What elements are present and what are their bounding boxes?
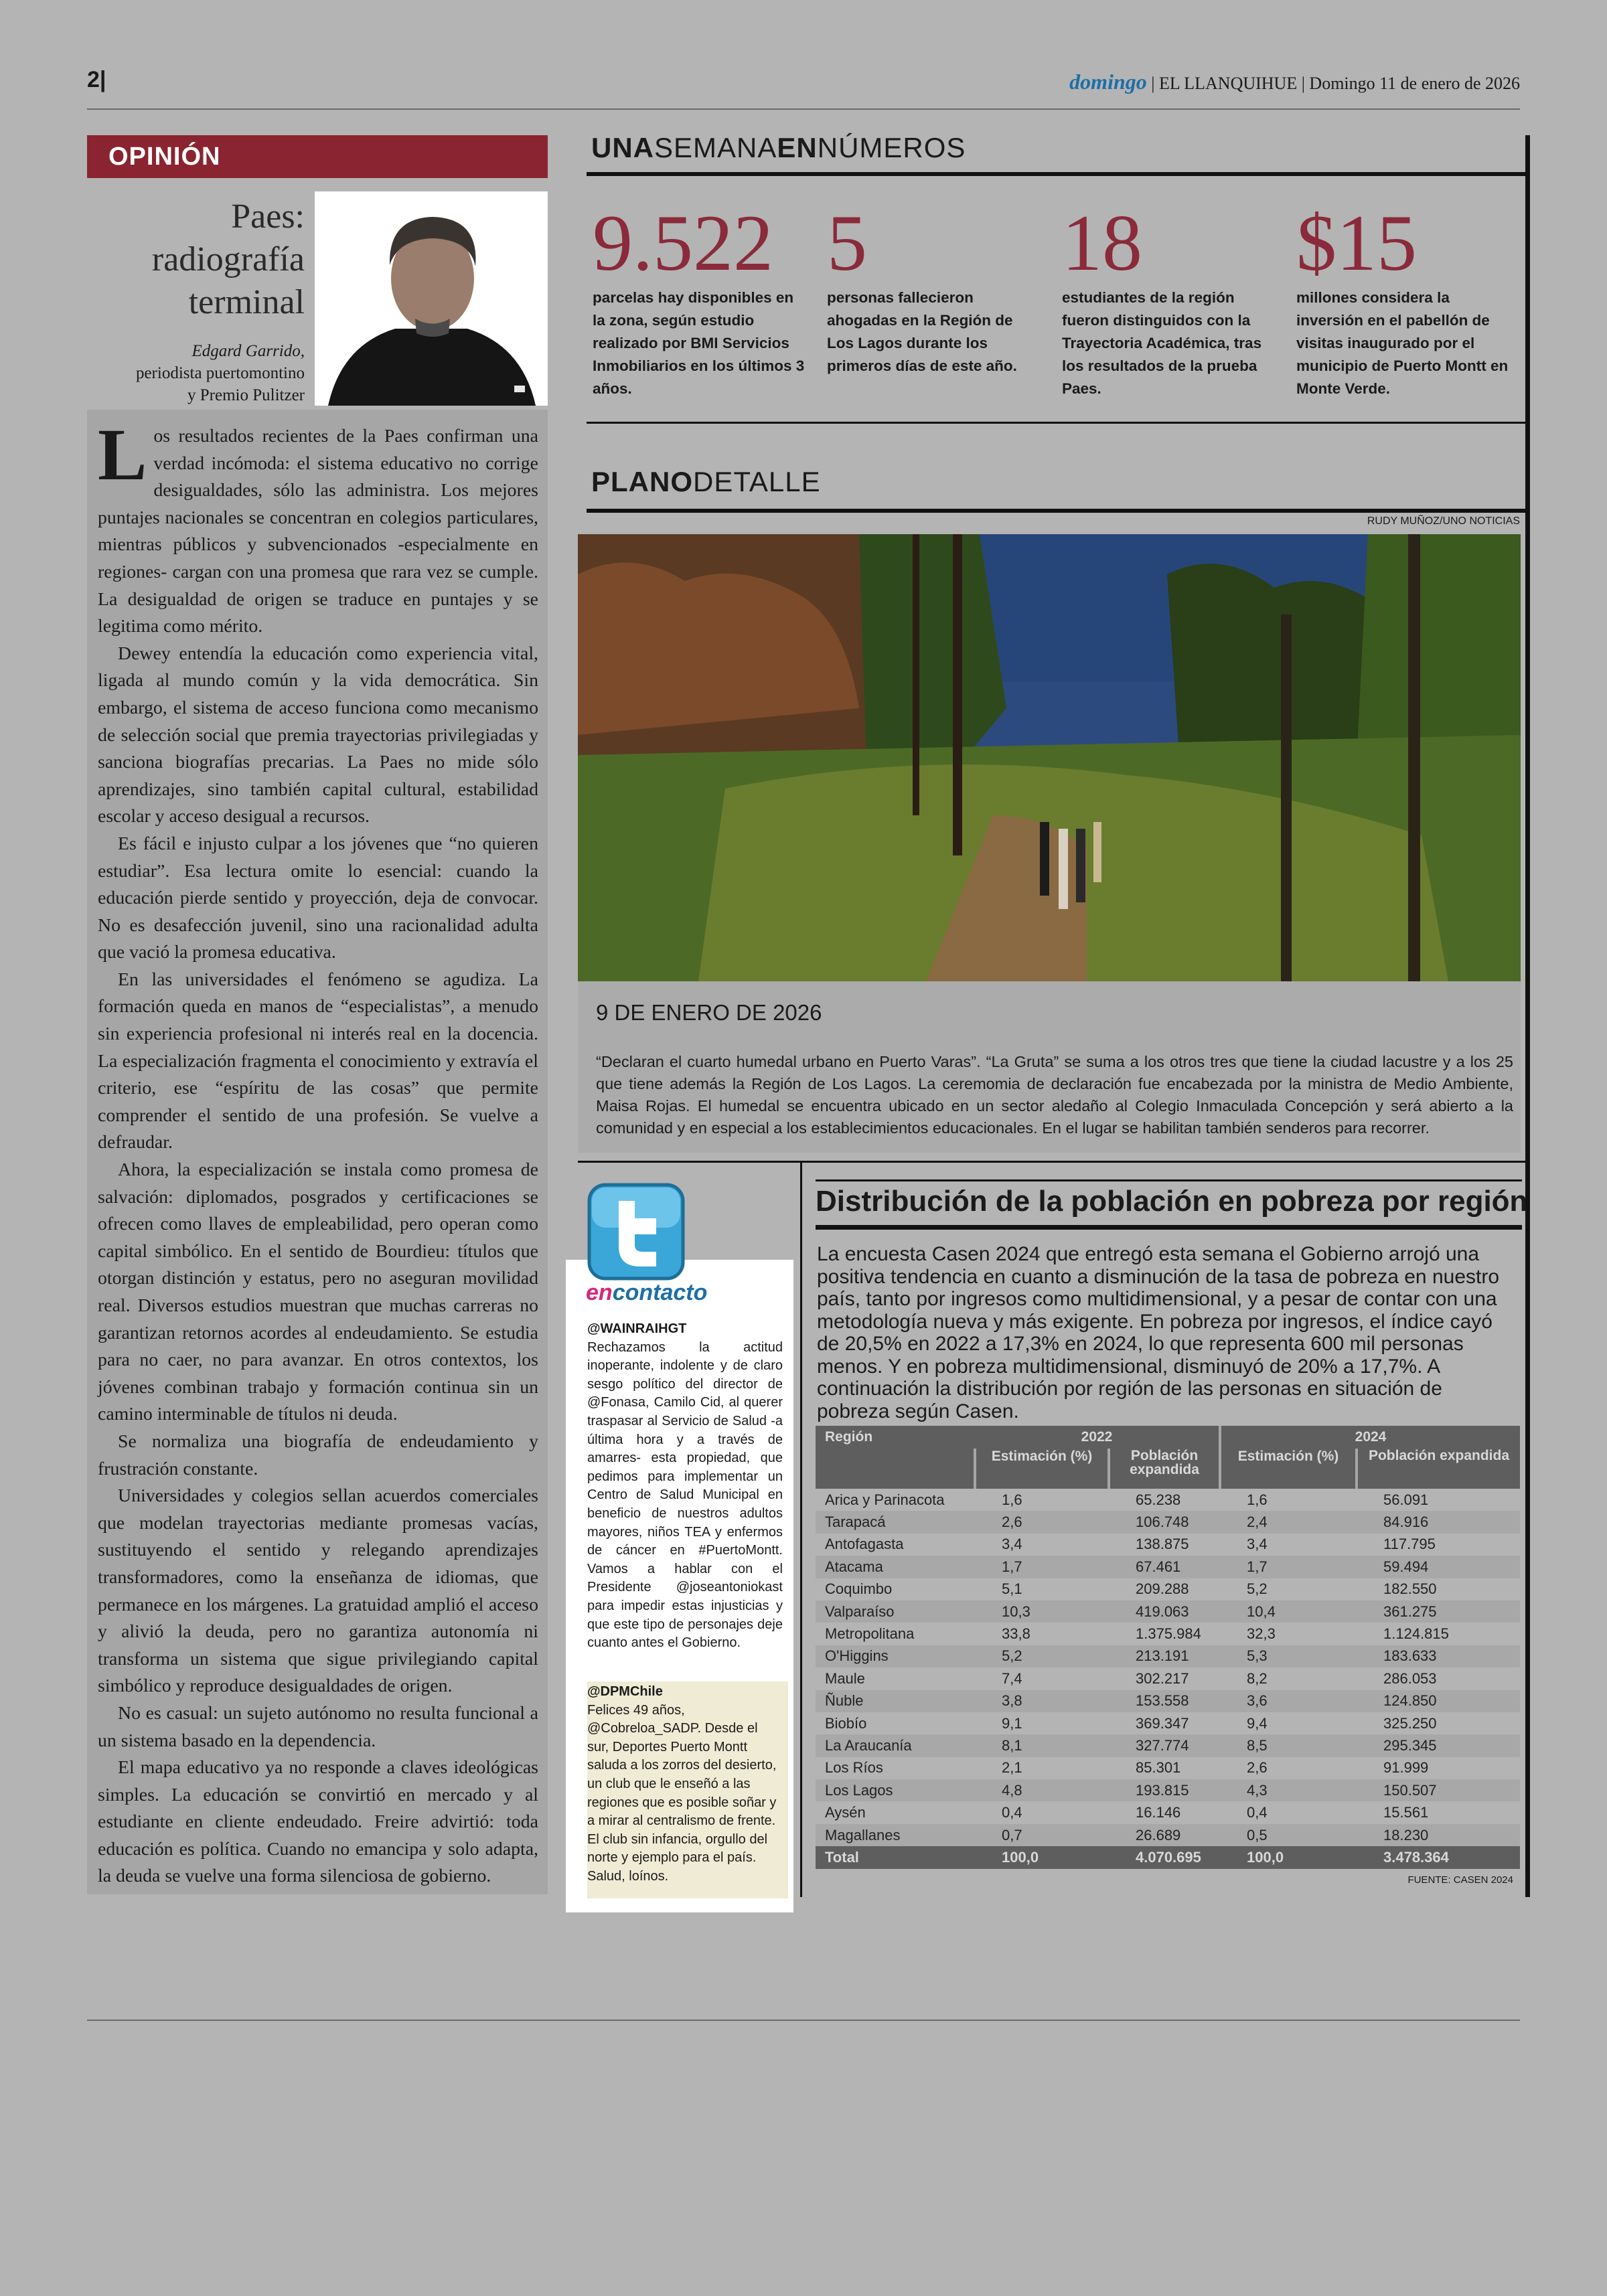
value-cell: 9,1 — [1002, 1714, 1022, 1732]
page-number: 2| — [87, 67, 106, 92]
week-numbers-title: UNASEMANAENNÚMEROS — [591, 132, 966, 163]
opinion-article-body — [87, 410, 548, 1894]
value-cell: 8,1 — [975, 1734, 1109, 1756]
value-cell: 65.238 — [1136, 1491, 1181, 1508]
stat-text: estudiantes de la región fueron distinguidos con la Trayectoria Académica, tras los resultados de la prueba Paes. — [1062, 289, 1262, 397]
value-cell: 325.250 — [1383, 1714, 1437, 1732]
table-source: FUENTE: CASEN 2024 — [1407, 1874, 1513, 1886]
tweet — [587, 1320, 783, 1653]
value-cell: 209.288 — [1136, 1580, 1189, 1598]
wetland-photo — [578, 534, 1521, 981]
article-paragraph: Se normaliza una biografía de endeudamiento y frustración constante. — [98, 1430, 538, 1479]
table-row — [816, 1489, 1520, 1511]
value-cell: 84.916 — [1357, 1511, 1520, 1533]
value-cell: 15.561 — [1383, 1804, 1429, 1821]
opinion-byline — [87, 340, 305, 406]
value-cell: 213.191 — [1109, 1645, 1220, 1667]
value-cell: 3,8 — [975, 1690, 1109, 1712]
value-cell: 2,6 — [975, 1511, 1109, 1533]
value-cell: 124.850 — [1357, 1690, 1520, 1712]
value-cell: 1.375.984 — [1136, 1625, 1201, 1643]
region-cell: Los Ríos — [825, 1759, 883, 1777]
value-cell: 9,4 — [1247, 1714, 1268, 1732]
value-cell: 419.063 — [1109, 1601, 1220, 1623]
value-cell: 85.301 — [1136, 1759, 1181, 1777]
table-row — [816, 1734, 1520, 1756]
region-cell: Valparaíso — [816, 1601, 975, 1623]
value-cell: 10,4 — [1220, 1601, 1357, 1623]
top-divider — [87, 108, 1520, 110]
header-region: Región — [816, 1426, 975, 1449]
author-desc: periodista puertomontino — [135, 364, 305, 382]
table-row — [816, 1824, 1520, 1846]
stat-value: 18 — [1062, 198, 1142, 287]
value-cell: 182.550 — [1383, 1580, 1437, 1598]
poverty-title: Distribución de la población en pobreza por región — [816, 1185, 1528, 1218]
value-cell: 302.217 — [1136, 1669, 1189, 1687]
value-cell: 117.795 — [1383, 1536, 1436, 1553]
header-2024: 2024 — [1220, 1426, 1520, 1449]
value-cell: 5,2 — [975, 1645, 1109, 1667]
value-cell: 32,3 — [1247, 1625, 1276, 1643]
publication-date: | EL LLANQUIHUE | Domingo 11 de enero de 2026 — [1151, 74, 1520, 93]
region-cell: Biobío — [825, 1714, 867, 1732]
header-poblacion: Población expandida — [1357, 1449, 1520, 1489]
photo-credit: RUDY MUÑOZ/UNO NOTICIAS — [1367, 515, 1520, 527]
article-paragraph: Universidades y colegios sellan acuerdos comerciales que modelan trayectorias mediante promesas vacías, sustituyendo el sentido y relegando aprendizajes transformadores, como la enseñanza de idiomas, que permanece en los márgenes. La gratuidad amplió el acceso y alivió la deuda, pero no garantiza autonomía ni transforma un sistema que sigue privilegiando capital simbólico y reproduce desigualdades de origen. — [98, 1485, 538, 1697]
region-cell: Coquimbo — [825, 1580, 893, 1598]
region-cell: Metropolitana — [825, 1625, 915, 1643]
poverty-table — [816, 1426, 1520, 1869]
tweet-text: El club sin infancia, orgullo del norte y ejemplo para el país. Salud, loínos. — [587, 1831, 768, 1884]
photo-caption: “Declaran el cuarto humedal urbano en Puerto Varas”. “La Gruta” se suma a los otros tres que tiene la ciudad lacustre y a los 25 que tiene además la Región de Los Lagos. La ceremomia de declaración fue encabezada por la ministra de Medio Ambiente, Maisa Rojas. El humedal se encuentra ubicado en un sector aledaño al Colegio Inmaculada Concepción y será abierto a la comunidad y en especial a los establecimientos educacionales. En el lugar se habilitan también senderos para recorrer. — [596, 1053, 1513, 1137]
article-paragraph: Dewey entendía la educación como experiencia vital, ligada al mundo común y la vida democrática. Sin embargo, el sistema de acceso funciona como mecanismo de selección social que premia trayectorias privilegiadas y sanciona biografías precarias. La Paes no mide sólo aprendizajes, sino también capital cultural, estabilidad escolar y acceso desigual a recursos. — [98, 643, 538, 827]
stat-block — [593, 199, 807, 400]
article-paragraph: Los resultados recientes de la Paes confirman una verdad incómoda: el sistema educativo no corrige desigualdades, sólo las administra. Los mejores puntajes nacionales se concentran en colegios particulares, mientras públicos y subvencionados -especialmente en regiones- cargan con una promesa que rara vez se cumple. La desigualdad de origen se traduce en puntajes y se legitima como mérito. — [98, 414, 538, 637]
value-cell: 56.091 — [1383, 1491, 1429, 1508]
encontacto-label: encontacto — [586, 1280, 708, 1305]
author-desc: y Premio Pulitzer — [187, 386, 305, 404]
opinion-title: Paes: radiografía terminal — [151, 197, 305, 321]
section-rule — [816, 1225, 1522, 1230]
section-rule — [587, 422, 1525, 424]
region-cell: La Araucanía — [816, 1734, 975, 1756]
header-poblacion: Población expandida — [1109, 1449, 1220, 1489]
column-divider — [800, 1163, 802, 1897]
region-cell: Los Lagos — [816, 1779, 975, 1801]
value-cell: 193.815 — [1109, 1779, 1220, 1801]
table-row — [816, 1511, 1520, 1533]
photo-date: 9 DE ENERO DE 2026 — [596, 1000, 822, 1025]
value-cell: 2,6 — [1247, 1759, 1268, 1777]
value-cell: 286.053 — [1383, 1669, 1437, 1687]
table-row — [816, 1556, 1520, 1578]
author-name: Edgard Garrido, — [192, 342, 305, 360]
section-rule — [587, 509, 1525, 513]
table-row — [816, 1534, 1520, 1556]
article-paragraph: Es fácil e injusto culpar a los jóvenes que “no quieren estudiar”. Esa lectura omite lo esencial: cuando la educación pierde sentido y proyección, deja de convocar. No es desafección juvenil, sino una racionalidad adulta que vació la promesa educativa. — [98, 833, 538, 963]
header-2022: 2022 — [975, 1426, 1220, 1449]
header-estimacion: Estimación (%) — [1220, 1449, 1357, 1489]
value-cell: 5,1 — [1002, 1580, 1022, 1598]
value-cell: 8,5 — [1220, 1734, 1357, 1756]
value-cell: 2,1 — [1002, 1759, 1022, 1777]
table-row — [816, 1779, 1520, 1801]
value-cell: 91.999 — [1383, 1759, 1429, 1777]
value-cell: 100,0 — [1220, 1846, 1357, 1868]
twitter-icon — [587, 1182, 686, 1281]
stat-text: personas fallecieron ahogadas en la Región de Los Lagos durante los primeros días de este año. — [827, 289, 1017, 374]
opinion-label: OPINIÓN — [108, 143, 221, 171]
value-cell: 0,7 — [975, 1824, 1109, 1846]
tweet-text: Felices 49 años, @Cobreloa_SADP. Desde el sur, Deportes Puerto Montt saluda a los zorros del desierto, un club que le enseñó a las regiones que es posible soñar y a mirar al centralismo de frente. — [587, 1702, 777, 1829]
table-row — [816, 1801, 1520, 1823]
value-cell: 106.748 — [1109, 1511, 1220, 1533]
author-portrait — [315, 191, 548, 406]
value-cell: 0,4 — [1002, 1804, 1022, 1821]
table-total-row — [816, 1846, 1520, 1868]
region-cell: Total — [816, 1846, 975, 1868]
value-cell: 1,6 — [1002, 1491, 1022, 1508]
value-cell: 295.345 — [1357, 1734, 1520, 1756]
value-cell: 3,6 — [1220, 1690, 1357, 1712]
stat-block — [827, 199, 1041, 378]
table-row — [816, 1667, 1520, 1690]
stat-text: parcelas hay disponibles en la zona, según estudio realizado por BMI Servicios Inmobiliarios en los últimos 3 años. — [593, 289, 805, 397]
poverty-intro: La encuesta Casen 2024 que entregó esta semana el Gobierno arrojó una positiva tendencia en cuanto a disminución de la tasa de pobreza en nuestro país, tanto por ingresos como multidimensional, y a pesar de contar con una metodología nueva y más exigente. En pobreza por ingresos, el índice cayó de 20,5% en 2022 a 17,3% en 2024, lo que representa 600 mil personas menos. Y en pobreza multidimensional, disminuyó de 20% a 17,7%. A continuación la distribución por región de las personas en situación de pobreza según Casen. — [817, 1243, 1500, 1422]
header-estimacion: Estimación (%) — [975, 1449, 1109, 1489]
stat-block — [1062, 199, 1276, 400]
tweet-handle[interactable]: @WAINRAIHGT — [587, 1321, 687, 1336]
section-rule — [816, 1179, 1522, 1181]
value-cell: 1,7 — [975, 1556, 1109, 1578]
value-cell: 18.230 — [1357, 1824, 1520, 1846]
region-cell: Ñuble — [816, 1690, 975, 1712]
value-cell: 10,3 — [975, 1601, 1109, 1623]
article-paragraph: No es casual: un sujeto autónomo no resulta funcional a un sistema basado en la dependencia. — [98, 1702, 538, 1751]
stat-value: $15 — [1296, 198, 1417, 287]
value-cell: 1,6 — [1247, 1491, 1268, 1508]
value-cell: 33,8 — [1002, 1625, 1030, 1643]
plano-detalle-title: PLANODETALLE — [591, 466, 821, 497]
value-cell: 16.146 — [1136, 1804, 1181, 1821]
value-cell: 0,5 — [1220, 1824, 1357, 1846]
value-cell: 26.689 — [1109, 1824, 1220, 1846]
region-cell: Maule — [825, 1669, 865, 1687]
table-row — [816, 1757, 1520, 1779]
value-cell: 5,2 — [1247, 1580, 1268, 1598]
masthead-line — [1069, 70, 1520, 94]
section-rule — [578, 1161, 1525, 1163]
region-cell: O'Higgins — [816, 1645, 975, 1667]
region-cell: Antofagasta — [825, 1536, 904, 1553]
table-row — [816, 1601, 1520, 1623]
region-cell: Arica y Parinacota — [825, 1491, 945, 1508]
value-cell: 150.507 — [1357, 1779, 1520, 1801]
region-cell: Magallanes — [816, 1824, 975, 1846]
brand-logo: domingo — [1069, 70, 1147, 94]
value-cell: 67.461 — [1109, 1556, 1220, 1578]
table-row — [816, 1690, 1520, 1712]
value-cell: 8,2 — [1247, 1669, 1268, 1687]
value-cell: 153.558 — [1109, 1690, 1220, 1712]
table-row — [816, 1623, 1520, 1645]
value-cell: 369.347 — [1136, 1714, 1189, 1732]
value-cell: 0,4 — [1247, 1804, 1268, 1821]
stat-value: 5 — [827, 198, 867, 287]
value-cell: 3.478.364 — [1357, 1846, 1520, 1868]
tweet — [587, 1683, 783, 1886]
value-cell: 5,3 — [1220, 1645, 1357, 1667]
value-cell: 59.494 — [1357, 1556, 1520, 1578]
value-cell: 183.633 — [1357, 1645, 1520, 1667]
section-rule — [587, 172, 1525, 176]
article-paragraph: En las universidades el fenómeno se agudiza. La formación queda en manos de “especialistas”, a menudo sin experiencia profesional ni interés real en la docencia. La especialización fragmenta el conocimiento y extravía el criterio, ese “espíritu de las cosas” que permite comprender el sentido de una profesión. Se vuelve a defraudar. — [98, 969, 538, 1153]
value-cell: 2,4 — [1220, 1511, 1357, 1533]
stat-block — [1296, 199, 1511, 400]
drop-cap: L — [98, 414, 147, 495]
region-cell: Tarapacá — [816, 1511, 975, 1533]
table-row — [816, 1645, 1520, 1667]
value-cell: 138.875 — [1136, 1536, 1189, 1553]
article-paragraph: Ahora, la especialización se instala como promesa de salvación: diplomados, posgrados y certificaciones se ofrecen como llaves de empleabilidad, pero operan como capital simbólico. En el sentido de Bourdieu: títulos que otorgan distinción y estatus, pero no aseguran movilidad real. Diversos estudios muestran que muchas carreras no garantizan retornos acordes al endeudamiento. Se estudia para no caer, no para avanzar. En otros contextos, los jóvenes combinan trabajo y formación continua sin un camino interminable de títulos ni deuda. — [98, 1159, 538, 1425]
value-cell: 1.124.815 — [1383, 1625, 1449, 1643]
value-cell: 1,7 — [1220, 1556, 1357, 1578]
value-cell: 3,4 — [1247, 1536, 1268, 1553]
value-cell: 7,4 — [1002, 1669, 1022, 1687]
region-cell: Atacama — [816, 1556, 975, 1578]
table-row — [816, 1578, 1520, 1601]
bottom-divider — [87, 2020, 1520, 2021]
value-cell: 4.070.695 — [1109, 1846, 1220, 1868]
value-cell: 4,8 — [975, 1779, 1109, 1801]
table-row — [816, 1712, 1520, 1734]
tweet-text: Rechazamos la actitud inoperante, indolente y de claro sesgo político del director de @Fonasa, Camilo Cid, al querer traspasar al Servicio de Salud -a última hora y a través de amarres- esta propiedad, que pedimos para implementar un Centro de Salud Municipal en beneficio de nuestros adultos mayores, niños TEA y enfermos de cáncer en #PuertoMontt. Vamos a hablar con el Presidente @joseantoniokast para impedir estas injusticias y que este tipo de personajes deje cuanto antes el Gobierno. — [587, 1339, 783, 1651]
opinion-section-band — [87, 135, 548, 178]
tweet-handle[interactable]: @DPMChile — [587, 1684, 663, 1699]
value-cell: 3,4 — [1002, 1536, 1022, 1553]
region-cell: Aysén — [825, 1804, 866, 1821]
value-cell: 4,3 — [1220, 1779, 1357, 1801]
value-cell: 361.275 — [1357, 1601, 1520, 1623]
value-cell: 327.774 — [1109, 1734, 1220, 1756]
value-cell: 100,0 — [975, 1846, 1109, 1868]
stat-text: millones considera la inversión en el pabellón de visitas inaugurado por el municipio de Puerto Montt en Monte Verde. — [1296, 289, 1509, 397]
stat-value: 9.522 — [593, 198, 773, 287]
article-paragraph: El mapa educativo ya no responde a claves ideológicas simples. La educación se convirtió en mercado y al estudiante en cliente endeudado. Freire advirtió: toda educación es política. Cuando no emancipa y solo adapta, la deuda se vuelve una forma silenciosa de gobierno. — [98, 1757, 538, 1887]
